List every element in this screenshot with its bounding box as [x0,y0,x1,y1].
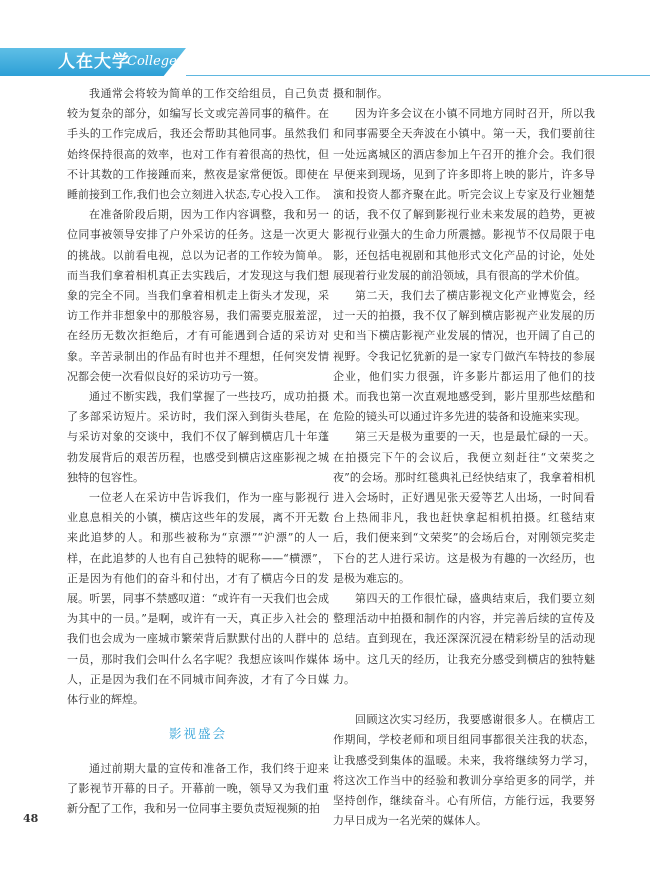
column-title-en: College [127,54,177,69]
paragraph: 因为许多会议在小镇不同地方同时召开，所以我和同事需要全天奔波在小镇中。第一天，我们要前往一处远离城区的酒店参加上午召开的推介会。我们很早便来到现场，见到了许多即将上映的影片，许多导演和投资人都齐聚在此。听完会议上专家及行业翘楚的话，我不仅了解到影视行业未来发展的趋势，更被影视行业强大的生命力所震撼。影视节不仅局限于电影，还包括电视剧和其他形式文化产品的讨论，处处展现着行业发展的前沿领域，具有很高的学术价值。 [333,107,595,282]
column-title: 人在大学 [58,52,130,72]
paragraph: 通过不断实践，我们掌握了一些技巧，成功拍摄了多部采访短片。采访时，我们深入到街头巷尾，在与采访对象的交谈中，我们不仅了解到横店几十年蓬勃发展背后的艰苦历程，也感受到横店这座影视之城独特的包容性。 [67,390,329,484]
page-number: 48 [23,812,39,825]
left-column [67,84,329,819]
paragraph: 通过前期大量的宣传和准备工作，我们终于迎来了影视节开幕的日子。开幕前一晚，领导又为我们重新分配了工作，我和另一位同事主要负责短视频的拍 [67,761,329,815]
paragraph: 一位老人在采访中告诉我们，作为一座与影视行业息息相关的小镇，横店这些年的发展，离不开无数来此追梦的人。和那些被称为“京漂”“沪漂”的人一样，在此追梦的人也有自己独特的昵称——“横漂”，正是因为有他们的奋斗和付出，才有了横店今日的发展。听罢，同事不禁感叹道：“或许有一天我们也会成为其中的一员。”是啊，或许有一天，真正步入社会的我们也会成为一座城市繁荣背后默默付出的人群中的一员，那时我们会叫什么名字呢？我想应该叫作媒体人，正是因为我们在不同城市间奔波，才有了今日媒体行业的辉煌。 [67,491,329,707]
paragraph: 第三天是极为重要的一天，也是最忙碌的一天。在拍摄完下午的会议后，我便立刻赶往“文荣奖之夜”的会场。那时红毯典礼已经快结束了，我拿着相机进入会场时，正好遇见张天爱等艺人出场，一时间看台上热闹非凡，我也赶快拿起相机拍摄。红毯结束后，我们便来到“文荣奖”的会场后台，对刚领完奖走下台的艺人进行采访。这是极为有趣的一次经历，也是极为难忘的。 [333,430,595,585]
paragraph: 摄和制作。 [333,87,388,100]
right-column [333,84,595,831]
paragraph: 在准备阶段后期，因为工作内容调整，我和另一位同事被领导安排了户外采访的任务。这是一次更大的挑战。以前看电视，总以为记者的工作较为简单。而当我们拿着相机真正去实践后，才发现这与我们想象的完全不同。当我们拿着相机走上街头才发现，采访工作并非想象中的那般容易，我们需要克服羞涩，在经历无数次拒绝后，才有可能遇到合适的采访对象。辛苦录制出的作品有时也并不理想，任何突发情况都会使一次看似良好的采访功亏一篑。 [67,208,329,383]
paragraph-gap [333,690,595,710]
paragraph: 第二天，我们去了横店影视文化产业博览会，经过一天的拍摄，我不仅了解到横店影视产业发展的历史和当下横店影视产业发展的情况，也开阔了自己的视野。令我记忆犹新的是一家专门做汽车特技的参展企业，他们实力很强，许多影片都运用了他们的技术。而我也第一次直观地感受到，影片里那些炫酷和危险的镜头可以通过许多先进的装备和设施来实现。 [333,289,595,424]
section-heading: 影视盛会 [168,726,227,742]
paragraph: 我通常会将较为简单的工作交给组员，自己负责较为复杂的部分，如编写长文或完善同事的稿件。在手头的工作完成后，我还会帮助其他同事。虽然我们始终保持很高的效率，也对工作有着很高的热忱，但不计其数的工作接踵而来，熬夜是家常便饭。即使在睡前接到工作,我们也会立刻进入状态,专心投入工作。 [67,87,329,202]
paragraph: 第四天的工作很忙碌，盛典结束后，我们要立刻整理活动中拍摄和制作的内容，并完善后续的宣传及总结。直到现在，我还深深沉浸在精彩纷呈的活动现场中。这几天的经历，让我充分感受到横店的独特魅力。 [333,592,595,686]
header-rule [186,75,650,76]
paragraph: 回顾这次实习经历，我要感谢很多人。在横店工作期间，学校老师和项目组同事都很关注我的状态，让我感受到集体的温暖。未来，我将继续努力学习，将这次工作当中的经验和教训分享给更多的同学，并坚持创作，继续奋斗。心有所信，方能行远，我要努力早日成为一名光荣的媒体人。 [333,713,595,828]
page-header [0,48,650,76]
